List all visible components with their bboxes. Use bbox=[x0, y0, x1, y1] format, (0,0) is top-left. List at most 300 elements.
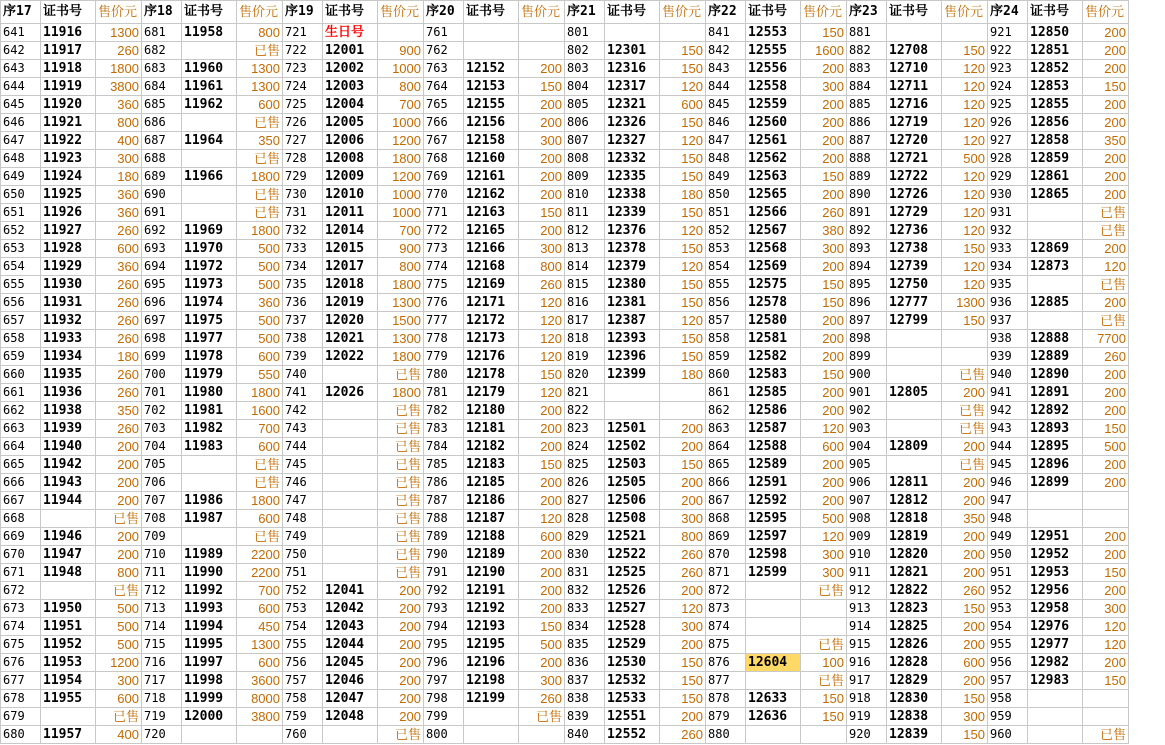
price-cell[interactable]: 已售 bbox=[378, 402, 424, 420]
price-cell[interactable]: 260 bbox=[96, 312, 142, 330]
cert-cell[interactable]: 12828 bbox=[887, 654, 942, 672]
cert-cell[interactable]: 12559 bbox=[746, 96, 801, 114]
cert-cell[interactable]: 12859 bbox=[1028, 150, 1083, 168]
price-cell[interactable]: 200 bbox=[942, 564, 988, 582]
cert-cell[interactable]: 12316 bbox=[605, 60, 660, 78]
seq-cell[interactable]: 871 bbox=[706, 564, 746, 582]
cert-cell[interactable]: 12825 bbox=[887, 618, 942, 636]
seq-cell[interactable]: 873 bbox=[706, 600, 746, 618]
seq-cell[interactable]: 958 bbox=[988, 690, 1028, 708]
cert-cell[interactable]: 12636 bbox=[746, 708, 801, 726]
seq-cell[interactable]: 648 bbox=[1, 150, 41, 168]
seq-cell[interactable]: 941 bbox=[988, 384, 1028, 402]
cert-cell[interactable]: 12199 bbox=[464, 690, 519, 708]
cert-cell[interactable]: 12982 bbox=[1028, 654, 1083, 672]
seq-cell[interactable]: 667 bbox=[1, 492, 41, 510]
price-cell[interactable]: 120 bbox=[660, 312, 706, 330]
header-cert-cell[interactable]: 证书号 bbox=[323, 1, 378, 24]
seq-cell[interactable]: 729 bbox=[283, 168, 323, 186]
cert-cell[interactable]: 12585 bbox=[746, 384, 801, 402]
cert-cell[interactable] bbox=[887, 456, 942, 474]
price-cell[interactable]: 2200 bbox=[237, 564, 283, 582]
cert-cell[interactable]: 12555 bbox=[746, 42, 801, 60]
cert-cell[interactable]: 12716 bbox=[887, 96, 942, 114]
seq-cell[interactable]: 939 bbox=[988, 348, 1028, 366]
price-cell[interactable]: 200 bbox=[519, 402, 565, 420]
seq-cell[interactable]: 707 bbox=[142, 492, 182, 510]
seq-cell[interactable]: 959 bbox=[988, 708, 1028, 726]
seq-cell[interactable]: 904 bbox=[847, 438, 887, 456]
cert-cell[interactable]: 12181 bbox=[464, 420, 519, 438]
cert-cell[interactable]: 12711 bbox=[887, 78, 942, 96]
seq-cell[interactable]: 709 bbox=[142, 528, 182, 546]
price-cell[interactable]: 900 bbox=[378, 42, 424, 60]
cert-cell[interactable]: 12381 bbox=[605, 294, 660, 312]
cert-cell[interactable]: 12502 bbox=[605, 438, 660, 456]
price-cell[interactable]: 200 bbox=[801, 96, 847, 114]
price-cell[interactable]: 360 bbox=[237, 294, 283, 312]
price-cell[interactable]: 已售 bbox=[237, 186, 283, 204]
price-cell[interactable] bbox=[519, 726, 565, 744]
seq-cell[interactable]: 711 bbox=[142, 564, 182, 582]
price-cell[interactable]: 120 bbox=[519, 330, 565, 348]
cert-cell[interactable]: 12553 bbox=[746, 24, 801, 42]
cert-cell[interactable]: 12380 bbox=[605, 276, 660, 294]
cert-cell[interactable]: 11955 bbox=[41, 690, 96, 708]
seq-cell[interactable]: 821 bbox=[565, 384, 605, 402]
price-cell[interactable]: 已售 bbox=[378, 420, 424, 438]
price-cell[interactable]: 200 bbox=[1083, 240, 1129, 258]
header-cert-cell[interactable]: 证书号 bbox=[464, 1, 519, 24]
cert-cell[interactable]: 12829 bbox=[887, 672, 942, 690]
seq-cell[interactable]: 838 bbox=[565, 690, 605, 708]
price-cell[interactable]: 550 bbox=[237, 366, 283, 384]
cert-cell[interactable]: 11974 bbox=[182, 294, 237, 312]
cert-cell[interactable]: 12019 bbox=[323, 294, 378, 312]
cert-cell[interactable] bbox=[323, 546, 378, 564]
price-cell[interactable]: 150 bbox=[660, 690, 706, 708]
seq-cell[interactable]: 766 bbox=[424, 114, 464, 132]
cert-cell[interactable]: 12853 bbox=[1028, 78, 1083, 96]
cert-cell[interactable] bbox=[182, 726, 237, 744]
price-cell[interactable]: 200 bbox=[378, 618, 424, 636]
cert-cell[interactable]: 12006 bbox=[323, 132, 378, 150]
cert-cell[interactable]: 11958 bbox=[182, 24, 237, 42]
cert-cell[interactable] bbox=[746, 672, 801, 690]
seq-cell[interactable]: 916 bbox=[847, 654, 887, 672]
seq-cell[interactable]: 795 bbox=[424, 636, 464, 654]
price-cell[interactable]: 150 bbox=[660, 150, 706, 168]
seq-cell[interactable]: 768 bbox=[424, 150, 464, 168]
cert-cell[interactable]: 12002 bbox=[323, 60, 378, 78]
cert-cell[interactable]: 12592 bbox=[746, 492, 801, 510]
seq-cell[interactable]: 751 bbox=[283, 564, 323, 582]
price-cell[interactable]: 120 bbox=[942, 222, 988, 240]
seq-cell[interactable]: 947 bbox=[988, 492, 1028, 510]
seq-cell[interactable]: 953 bbox=[988, 600, 1028, 618]
seq-cell[interactable]: 920 bbox=[847, 726, 887, 744]
header-seq-cell[interactable]: 序21 bbox=[565, 1, 605, 24]
seq-cell[interactable]: 749 bbox=[283, 528, 323, 546]
seq-cell[interactable]: 772 bbox=[424, 222, 464, 240]
cert-cell[interactable]: 12983 bbox=[1028, 672, 1083, 690]
cert-cell[interactable]: 11960 bbox=[182, 60, 237, 78]
price-cell[interactable]: 500 bbox=[96, 636, 142, 654]
seq-cell[interactable]: 851 bbox=[706, 204, 746, 222]
cert-cell[interactable]: 12321 bbox=[605, 96, 660, 114]
price-cell[interactable]: 1300 bbox=[942, 294, 988, 312]
header-price-cell[interactable]: 售价元 bbox=[660, 1, 706, 24]
price-cell[interactable]: 已售 bbox=[942, 456, 988, 474]
seq-cell[interactable]: 647 bbox=[1, 132, 41, 150]
price-cell[interactable]: 200 bbox=[1083, 24, 1129, 42]
price-cell[interactable]: 600 bbox=[237, 348, 283, 366]
cert-cell[interactable]: 12021 bbox=[323, 330, 378, 348]
seq-cell[interactable]: 673 bbox=[1, 600, 41, 618]
cert-cell[interactable]: 12720 bbox=[887, 132, 942, 150]
seq-cell[interactable]: 919 bbox=[847, 708, 887, 726]
price-cell[interactable] bbox=[1083, 510, 1129, 528]
cert-cell[interactable] bbox=[323, 564, 378, 582]
seq-cell[interactable]: 748 bbox=[283, 510, 323, 528]
cert-cell[interactable]: 12582 bbox=[746, 348, 801, 366]
price-cell[interactable]: 1800 bbox=[378, 348, 424, 366]
seq-cell[interactable]: 910 bbox=[847, 546, 887, 564]
price-cell[interactable]: 200 bbox=[519, 168, 565, 186]
seq-cell[interactable]: 817 bbox=[565, 312, 605, 330]
cert-cell[interactable]: 12722 bbox=[887, 168, 942, 186]
cert-cell[interactable]: 11999 bbox=[182, 690, 237, 708]
seq-cell[interactable]: 897 bbox=[847, 312, 887, 330]
cert-cell[interactable]: 12530 bbox=[605, 654, 660, 672]
price-cell[interactable]: 200 bbox=[1083, 402, 1129, 420]
seq-cell[interactable]: 829 bbox=[565, 528, 605, 546]
cert-cell[interactable]: 12505 bbox=[605, 474, 660, 492]
cert-cell[interactable]: 11933 bbox=[41, 330, 96, 348]
cert-cell[interactable] bbox=[605, 402, 660, 420]
seq-cell[interactable]: 846 bbox=[706, 114, 746, 132]
cert-cell[interactable]: 12587 bbox=[746, 420, 801, 438]
cert-cell[interactable]: 12001 bbox=[323, 42, 378, 60]
cert-cell[interactable]: 12192 bbox=[464, 600, 519, 618]
seq-cell[interactable]: 950 bbox=[988, 546, 1028, 564]
seq-cell[interactable]: 905 bbox=[847, 456, 887, 474]
price-cell[interactable]: 600 bbox=[96, 240, 142, 258]
price-cell[interactable]: 200 bbox=[1083, 168, 1129, 186]
cert-cell[interactable]: 12889 bbox=[1028, 348, 1083, 366]
cert-cell[interactable]: 12551 bbox=[605, 708, 660, 726]
cert-cell[interactable]: 12811 bbox=[887, 474, 942, 492]
price-cell[interactable]: 300 bbox=[96, 150, 142, 168]
cert-cell[interactable]: 12503 bbox=[605, 456, 660, 474]
price-cell[interactable]: 350 bbox=[942, 510, 988, 528]
seq-cell[interactable]: 779 bbox=[424, 348, 464, 366]
seq-cell[interactable]: 917 bbox=[847, 672, 887, 690]
seq-cell[interactable]: 933 bbox=[988, 240, 1028, 258]
cert-cell[interactable] bbox=[887, 420, 942, 438]
price-cell[interactable]: 380 bbox=[801, 222, 847, 240]
seq-cell[interactable]: 894 bbox=[847, 258, 887, 276]
cert-cell[interactable]: 12003 bbox=[323, 78, 378, 96]
cert-cell[interactable]: 12726 bbox=[887, 186, 942, 204]
price-cell[interactable]: 500 bbox=[801, 510, 847, 528]
cert-cell[interactable]: 12805 bbox=[887, 384, 942, 402]
cert-cell[interactable]: 11935 bbox=[41, 366, 96, 384]
cert-cell[interactable]: 12169 bbox=[464, 276, 519, 294]
header-price-cell[interactable]: 售价元 bbox=[96, 1, 142, 24]
price-cell[interactable]: 150 bbox=[519, 456, 565, 474]
cert-cell[interactable]: 11946 bbox=[41, 528, 96, 546]
price-cell[interactable]: 260 bbox=[942, 582, 988, 600]
seq-cell[interactable]: 786 bbox=[424, 474, 464, 492]
seq-cell[interactable]: 750 bbox=[283, 546, 323, 564]
cert-cell[interactable] bbox=[1028, 492, 1083, 510]
price-cell[interactable]: 800 bbox=[237, 24, 283, 42]
cert-cell[interactable]: 12552 bbox=[605, 726, 660, 744]
cert-cell[interactable]: 11990 bbox=[182, 564, 237, 582]
cert-cell[interactable] bbox=[887, 366, 942, 384]
price-cell[interactable]: 2200 bbox=[237, 546, 283, 564]
cert-cell[interactable]: 12838 bbox=[887, 708, 942, 726]
cert-cell[interactable]: 12041 bbox=[323, 582, 378, 600]
price-cell[interactable]: 已售 bbox=[237, 42, 283, 60]
price-cell[interactable]: 8000 bbox=[237, 690, 283, 708]
cert-cell[interactable] bbox=[182, 456, 237, 474]
price-cell[interactable]: 120 bbox=[942, 96, 988, 114]
seq-cell[interactable]: 813 bbox=[565, 240, 605, 258]
seq-cell[interactable]: 759 bbox=[283, 708, 323, 726]
header-seq-cell[interactable]: 序17 bbox=[1, 1, 41, 24]
seq-cell[interactable]: 735 bbox=[283, 276, 323, 294]
cert-cell[interactable]: 12152 bbox=[464, 60, 519, 78]
price-cell[interactable]: 300 bbox=[801, 240, 847, 258]
seq-cell[interactable]: 900 bbox=[847, 366, 887, 384]
price-cell[interactable]: 1500 bbox=[378, 312, 424, 330]
cert-cell[interactable]: 12595 bbox=[746, 510, 801, 528]
price-cell[interactable]: 已售 bbox=[1083, 312, 1129, 330]
seq-cell[interactable]: 926 bbox=[988, 114, 1028, 132]
cert-cell[interactable]: 12190 bbox=[464, 564, 519, 582]
cert-cell[interactable]: 11947 bbox=[41, 546, 96, 564]
cert-cell[interactable]: 11977 bbox=[182, 330, 237, 348]
cert-cell[interactable]: 11940 bbox=[41, 438, 96, 456]
seq-cell[interactable]: 898 bbox=[847, 330, 887, 348]
cert-cell[interactable]: 12020 bbox=[323, 312, 378, 330]
price-cell[interactable]: 150 bbox=[942, 690, 988, 708]
price-cell[interactable]: 已售 bbox=[237, 150, 283, 168]
price-cell[interactable]: 1600 bbox=[801, 42, 847, 60]
cert-cell[interactable]: 12888 bbox=[1028, 330, 1083, 348]
seq-cell[interactable]: 802 bbox=[565, 42, 605, 60]
cert-cell[interactable]: 12193 bbox=[464, 618, 519, 636]
price-cell[interactable]: 120 bbox=[942, 276, 988, 294]
price-cell[interactable]: 120 bbox=[801, 528, 847, 546]
cert-cell[interactable]: 12583 bbox=[746, 366, 801, 384]
cert-cell[interactable]: 11979 bbox=[182, 366, 237, 384]
price-cell[interactable]: 350 bbox=[96, 402, 142, 420]
cert-cell[interactable]: 11938 bbox=[41, 402, 96, 420]
seq-cell[interactable]: 902 bbox=[847, 402, 887, 420]
price-cell[interactable]: 150 bbox=[660, 672, 706, 690]
seq-cell[interactable]: 872 bbox=[706, 582, 746, 600]
seq-cell[interactable]: 684 bbox=[142, 78, 182, 96]
cert-cell[interactable]: 12043 bbox=[323, 618, 378, 636]
cert-cell[interactable]: 12558 bbox=[746, 78, 801, 96]
price-cell[interactable]: 200 bbox=[801, 384, 847, 402]
price-cell[interactable]: 200 bbox=[660, 420, 706, 438]
cert-cell[interactable]: 12890 bbox=[1028, 366, 1083, 384]
price-cell[interactable] bbox=[942, 330, 988, 348]
cert-cell[interactable]: 12163 bbox=[464, 204, 519, 222]
seq-cell[interactable]: 882 bbox=[847, 42, 887, 60]
price-cell[interactable]: 已售 bbox=[1083, 276, 1129, 294]
seq-cell[interactable]: 770 bbox=[424, 186, 464, 204]
cert-cell[interactable]: 12952 bbox=[1028, 546, 1083, 564]
cert-cell[interactable]: 12560 bbox=[746, 114, 801, 132]
seq-cell[interactable]: 820 bbox=[565, 366, 605, 384]
seq-cell[interactable]: 717 bbox=[142, 672, 182, 690]
seq-cell[interactable]: 906 bbox=[847, 474, 887, 492]
price-cell[interactable]: 120 bbox=[801, 420, 847, 438]
cert-cell[interactable]: 12182 bbox=[464, 438, 519, 456]
seq-cell[interactable]: 921 bbox=[988, 24, 1028, 42]
seq-cell[interactable]: 956 bbox=[988, 654, 1028, 672]
seq-cell[interactable]: 888 bbox=[847, 150, 887, 168]
seq-cell[interactable]: 730 bbox=[283, 186, 323, 204]
seq-cell[interactable]: 784 bbox=[424, 438, 464, 456]
price-cell[interactable]: 200 bbox=[942, 474, 988, 492]
price-cell[interactable]: 900 bbox=[378, 240, 424, 258]
cert-cell[interactable] bbox=[182, 204, 237, 222]
cert-cell[interactable]: 11973 bbox=[182, 276, 237, 294]
price-cell[interactable]: 200 bbox=[942, 618, 988, 636]
cert-cell[interactable]: 12956 bbox=[1028, 582, 1083, 600]
cert-cell[interactable]: 12522 bbox=[605, 546, 660, 564]
price-cell[interactable]: 1800 bbox=[378, 276, 424, 294]
price-cell[interactable]: 700 bbox=[378, 222, 424, 240]
cert-cell[interactable]: 12586 bbox=[746, 402, 801, 420]
price-cell[interactable] bbox=[801, 618, 847, 636]
price-cell[interactable]: 200 bbox=[96, 456, 142, 474]
seq-cell[interactable]: 870 bbox=[706, 546, 746, 564]
price-cell[interactable]: 300 bbox=[801, 546, 847, 564]
price-cell[interactable]: 300 bbox=[1083, 600, 1129, 618]
seq-cell[interactable]: 929 bbox=[988, 168, 1028, 186]
cert-cell[interactable] bbox=[41, 708, 96, 726]
seq-cell[interactable]: 811 bbox=[565, 204, 605, 222]
price-cell[interactable]: 200 bbox=[801, 60, 847, 78]
price-cell[interactable]: 400 bbox=[96, 726, 142, 744]
cert-cell[interactable]: 12026 bbox=[323, 384, 378, 402]
seq-cell[interactable]: 687 bbox=[142, 132, 182, 150]
cert-cell[interactable]: 12188 bbox=[464, 528, 519, 546]
seq-cell[interactable]: 672 bbox=[1, 582, 41, 600]
seq-cell[interactable]: 884 bbox=[847, 78, 887, 96]
cert-cell[interactable] bbox=[182, 186, 237, 204]
seq-cell[interactable]: 816 bbox=[565, 294, 605, 312]
price-cell[interactable]: 200 bbox=[801, 348, 847, 366]
seq-cell[interactable]: 703 bbox=[142, 420, 182, 438]
seq-cell[interactable]: 722 bbox=[283, 42, 323, 60]
price-cell[interactable]: 150 bbox=[801, 708, 847, 726]
seq-cell[interactable]: 714 bbox=[142, 618, 182, 636]
seq-cell[interactable]: 796 bbox=[424, 654, 464, 672]
price-cell[interactable]: 150 bbox=[942, 726, 988, 744]
price-cell[interactable]: 已售 bbox=[378, 438, 424, 456]
seq-cell[interactable]: 693 bbox=[142, 240, 182, 258]
price-cell[interactable]: 360 bbox=[96, 258, 142, 276]
price-cell[interactable]: 150 bbox=[519, 618, 565, 636]
cert-cell[interactable]: 11966 bbox=[182, 168, 237, 186]
price-cell[interactable]: 700 bbox=[378, 96, 424, 114]
price-cell[interactable]: 150 bbox=[1083, 420, 1129, 438]
seq-cell[interactable]: 743 bbox=[283, 420, 323, 438]
price-cell[interactable]: 200 bbox=[1083, 294, 1129, 312]
price-cell[interactable] bbox=[660, 402, 706, 420]
price-cell[interactable]: 120 bbox=[1083, 636, 1129, 654]
cert-cell[interactable]: 12521 bbox=[605, 528, 660, 546]
price-cell[interactable]: 200 bbox=[1083, 582, 1129, 600]
price-cell[interactable]: 200 bbox=[378, 636, 424, 654]
seq-cell[interactable]: 880 bbox=[706, 726, 746, 744]
cert-cell[interactable] bbox=[746, 582, 801, 600]
price-cell[interactable]: 800 bbox=[660, 528, 706, 546]
seq-cell[interactable]: 895 bbox=[847, 276, 887, 294]
price-cell[interactable]: 1000 bbox=[378, 204, 424, 222]
seq-cell[interactable]: 747 bbox=[283, 492, 323, 510]
price-cell[interactable]: 200 bbox=[96, 492, 142, 510]
price-cell[interactable]: 1800 bbox=[378, 150, 424, 168]
price-cell[interactable]: 3800 bbox=[237, 708, 283, 726]
seq-cell[interactable]: 949 bbox=[988, 528, 1028, 546]
price-cell[interactable]: 200 bbox=[519, 96, 565, 114]
seq-cell[interactable]: 691 bbox=[142, 204, 182, 222]
cert-cell[interactable]: 12045 bbox=[323, 654, 378, 672]
price-cell[interactable]: 150 bbox=[942, 600, 988, 618]
seq-cell[interactable]: 823 bbox=[565, 420, 605, 438]
price-cell[interactable]: 1300 bbox=[237, 78, 283, 96]
seq-cell[interactable]: 738 bbox=[283, 330, 323, 348]
header-seq-cell[interactable]: 序18 bbox=[142, 1, 182, 24]
seq-cell[interactable]: 942 bbox=[988, 402, 1028, 420]
price-cell[interactable]: 1200 bbox=[96, 654, 142, 672]
price-cell[interactable]: 200 bbox=[96, 474, 142, 492]
cert-cell[interactable]: 12166 bbox=[464, 240, 519, 258]
seq-cell[interactable]: 716 bbox=[142, 654, 182, 672]
seq-cell[interactable]: 903 bbox=[847, 420, 887, 438]
cert-cell[interactable] bbox=[1028, 708, 1083, 726]
price-cell[interactable]: 350 bbox=[1083, 132, 1129, 150]
seq-cell[interactable]: 706 bbox=[142, 474, 182, 492]
cert-cell[interactable]: 11986 bbox=[182, 492, 237, 510]
seq-cell[interactable]: 853 bbox=[706, 240, 746, 258]
price-cell[interactable]: 200 bbox=[1083, 150, 1129, 168]
price-cell[interactable]: 300 bbox=[660, 510, 706, 528]
cert-cell[interactable]: 12563 bbox=[746, 168, 801, 186]
seq-cell[interactable]: 781 bbox=[424, 384, 464, 402]
cert-cell[interactable]: 12822 bbox=[887, 582, 942, 600]
price-cell[interactable]: 300 bbox=[519, 240, 565, 258]
cert-cell[interactable] bbox=[323, 510, 378, 528]
price-cell[interactable]: 200 bbox=[519, 546, 565, 564]
price-cell[interactable]: 200 bbox=[96, 438, 142, 456]
seq-cell[interactable]: 705 bbox=[142, 456, 182, 474]
price-cell[interactable] bbox=[801, 600, 847, 618]
seq-cell[interactable]: 761 bbox=[424, 24, 464, 42]
seq-cell[interactable]: 788 bbox=[424, 510, 464, 528]
seq-cell[interactable]: 924 bbox=[988, 78, 1028, 96]
price-cell[interactable]: 500 bbox=[519, 636, 565, 654]
